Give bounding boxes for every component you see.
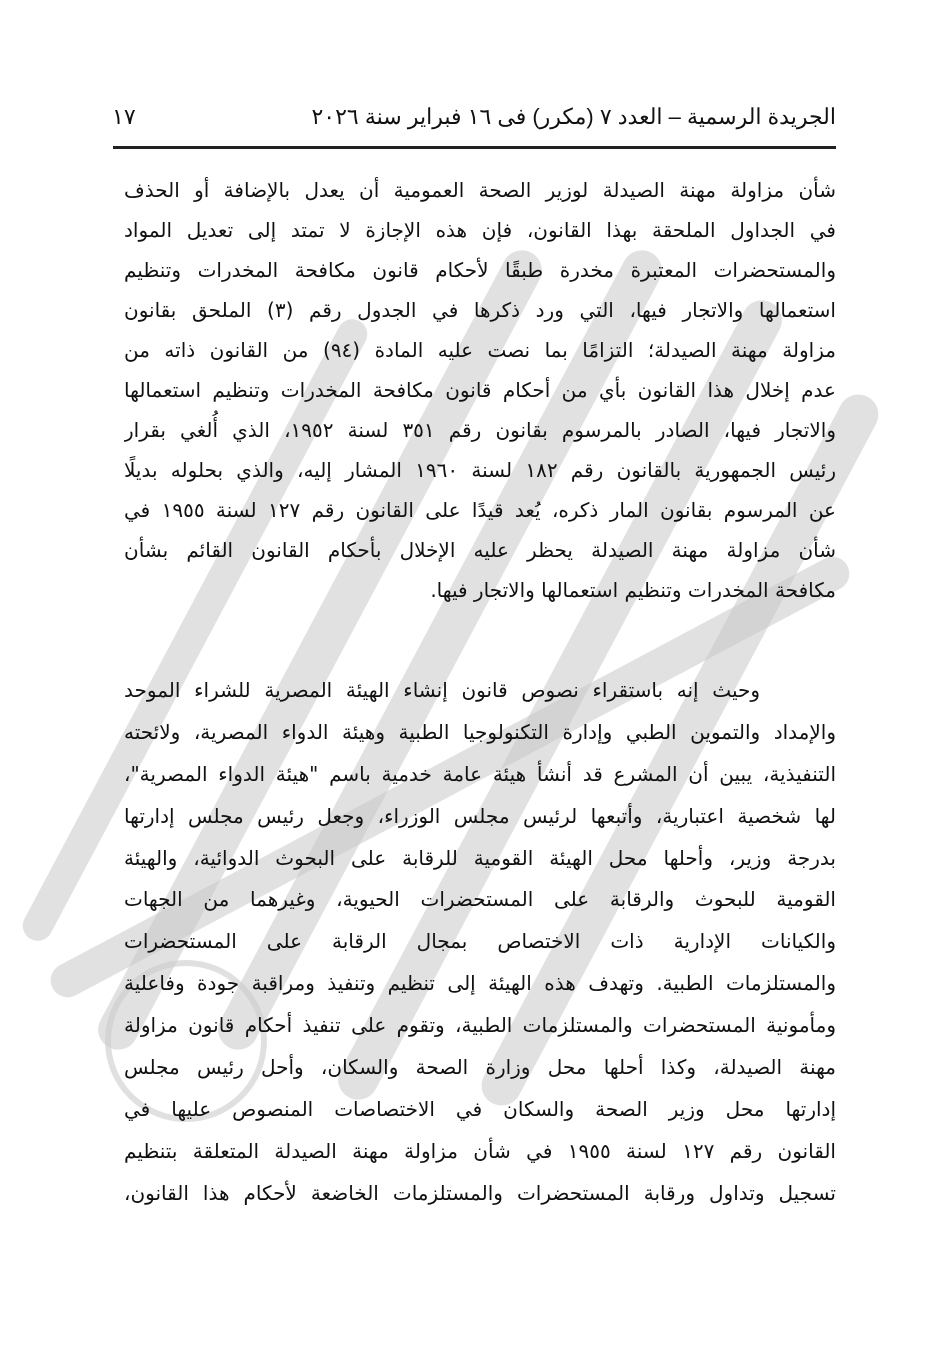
text-line: رئيس الجمهورية بالقانون رقم ١٨٢ لسنة ١٩٦٠ المشار إليه، والذي بحلوله بديلًا [124,458,836,482]
page-number: ١٧ [112,104,136,129]
text-line: والإمداد والتموين الطبي وإدارة التكنولوجيا الطبية وهيئة الدواء المصرية، ولائحته [124,719,836,744]
text-line: تسجيل وتداول ورقابة المستحضرات والمستلزمات الخاضعة لأحكام هذا القانون، [124,1180,836,1205]
text-line: عدم إخلال هذا القانون بأي من أحكام قانون مكافحة المخدرات وتنظيم استعمالها [124,378,836,402]
text-line: لها شخصية اعتبارية، وأتبعها لرئيس مجلس الوزراء، وجعل رئيس مجلس إدارتها [124,803,836,828]
text-line: مزاولة مهنة الصيدلة؛ التزامًا بما نصت عليه المادة (٩٤) من القانون ذاته من [124,338,836,362]
text-line: مهنة الصيدلة، وكذا أحلها محل وزارة الصحة والسكان، وأحل رئيس مجلس [124,1055,836,1080]
paragraph-2 [124,670,836,1215]
paragraph-1 [124,170,836,610]
header-divider [113,146,836,149]
text-line: وحيث إنه باستقراء نصوص قانون إنشاء الهيئة المصرية للشراء الموحد [124,678,760,702]
text-line: القومية للبحوث والرقابة على المستحضرات الحيوية، وغيرهما من الجهات [124,887,836,912]
text-line: والاتجار فيها، الصادر بالمرسوم بقانون رقم ٣٥١ لسنة ١٩٥٢، الذي أُلغي بقرار [124,418,836,442]
text-line: في الجداول الملحقة بهذا القانون، فإن هذه الإجازة لا تمتد إلى تعديل المواد [124,218,836,242]
text-line: مكافحة المخدرات وتنظيم استعمالها والاتجار فيها. [430,578,836,602]
gazette-title: الجريدة الرسمية – العدد ٧ (مكرر) فى ١٦ فبراير سنة ٢٠٢٦ [311,104,836,129]
text-line: التنفيذية، يبين أن المشرع قد أنشأ هيئة عامة خدمية باسم "هيئة الدواء المصرية"، [124,761,836,786]
text-line: بدرجة وزير، وأحلها محل الهيئة القومية للرقابة على البحوث الدوائية، والهيئة [124,845,836,870]
text-line: شأن مزاولة مهنة الصيدلة لوزير الصحة العمومية أن يعدل بالإضافة أو الحذف [124,178,836,202]
text-line: استعمالها والاتجار فيها، التي ورد ذكرها في الجدول رقم (٣) الملحق بقانون [124,298,836,322]
text-line: القانون رقم ١٢٧ لسنة ١٩٥٥ في شأن مزاولة مهنة الصيدلة المتعلقة بتنظيم [124,1138,836,1163]
text-line: والمستحضرات المعتبرة مخدرة طبقًا لأحكام قانون مكافحة المخدرات وتنظيم [124,258,836,282]
text-line: ومأمونية المستحضرات والمستلزمات الطبية، وتقوم على تنفيذ أحكام قانون مزاولة [124,1013,836,1038]
text-line: والمستلزمات الطبية. وتهدف هذه الهيئة إلى تنظيم وتنفيذ ومراقبة جودة وفاعلية [124,971,836,996]
page-header [112,98,836,138]
text-line: عن المرسوم بقانون المار ذكره، يُعد قيدًا على القانون رقم ١٢٧ لسنة ١٩٥٥ في [124,498,836,522]
text-line: والكيانات الإدارية ذات الاختصاص بمجال الرقابة على المستحضرات [124,929,836,954]
text-line: شأن مزاولة مهنة الصيدلة يحظر عليه الإخلال بأحكام القانون القائم بشأن [124,538,836,562]
text-line: إدارتها محل وزير الصحة والسكان في الاختصاصات المنصوص عليها في [124,1096,836,1121]
